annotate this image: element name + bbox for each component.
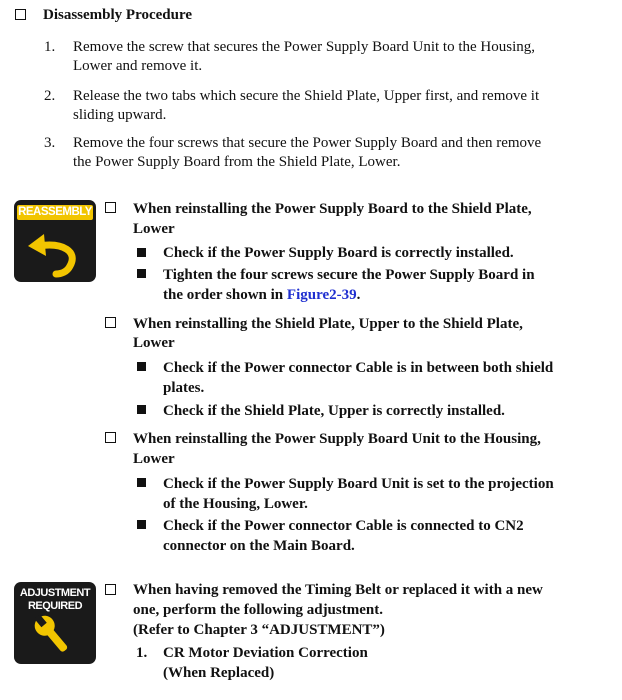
step-2-line2: sliding upward.	[73, 107, 167, 123]
adjustment-icon-label-2: REQUIRED	[27, 600, 83, 612]
step-2-line1: Release the two tabs which secure the Shield Plate, Upper first, and remove it	[73, 88, 540, 104]
reassembly-1-bullet-1: Check if the Power Supply Board is correctly installed.	[163, 245, 514, 261]
reassembly-3-bullet-1-line1: Check if the Power Supply Board Unit is set to the projection	[163, 476, 554, 492]
reassembly-section-1-line1: When reinstalling the Power Supply Board to the Shield Plate,	[133, 201, 532, 217]
adjustment-item-line2: (When Replaced)	[163, 665, 275, 681]
bullet-square	[137, 362, 146, 371]
bullet-square	[137, 405, 146, 414]
bullet-square	[137, 478, 146, 487]
section-heading: Disassembly Procedure	[43, 7, 193, 23]
reassembly-section-1-checkbox	[105, 202, 116, 213]
adjustment-item-line1: CR Motor Deviation Correction	[163, 645, 368, 661]
step-3-line1: Remove the four screws that secure the Power Supply Board and then remove	[73, 135, 542, 151]
reassembly-2-bullet-1-line1: Check if the Power connector Cable is in between both shield	[163, 360, 554, 376]
reassembly-3-bullet-2-line1: Check if the Power connector Cable is connected to CN2	[163, 518, 524, 534]
reassembly-icon	[14, 200, 96, 282]
reassembly-section-3-line1: When reinstalling the Power Supply Board Unit to the Housing,	[133, 431, 541, 447]
reassembly-icon-label: REASSEMBLY	[18, 206, 92, 218]
bullet-square	[137, 520, 146, 529]
figure-link[interactable]: Figure2-39	[286, 287, 357, 303]
bullet-square	[137, 269, 146, 278]
reassembly-section-1-line2: Lower	[133, 221, 175, 237]
reassembly-section-2-line2: Lower	[133, 335, 175, 351]
adjustment-required-icon	[14, 582, 96, 664]
reassembly-section-2-checkbox	[105, 317, 116, 328]
adjustment-icon-label-1: ADJUSTMENT	[19, 587, 91, 599]
undo-arrow-icon	[14, 200, 96, 282]
adjustment-item-number: 1.	[136, 645, 148, 661]
reassembly-2-bullet-1-line2: plates.	[163, 380, 205, 396]
adjustment-line2: one, perform the following adjustment.	[133, 602, 383, 618]
adjustment-line1: When having removed the Timing Belt or replaced it with a new	[133, 582, 543, 598]
adjustment-line3: (Refer to Chapter 3 “ADJUSTMENT”)	[133, 622, 385, 638]
reassembly-3-bullet-2-line2: connector on the Main Board.	[163, 538, 355, 554]
step-3-number: 3.	[44, 135, 56, 151]
reassembly-section-3-line2: Lower	[133, 451, 175, 467]
step-3-line2: the Power Supply Board from the Shield Plate, Lower.	[73, 154, 401, 170]
step-1-line1: Remove the screw that secures the Power Supply Board Unit to the Housing,	[73, 39, 535, 55]
bullet-2-prefix: the order shown in	[163, 287, 287, 303]
step-1-line2: Lower and remove it.	[73, 58, 203, 74]
reassembly-1-bullet-2-line1: Tighten the four screws secure the Power Supply Board in	[163, 267, 535, 283]
bullet-square	[137, 248, 146, 257]
reassembly-section-3-checkbox	[105, 432, 116, 443]
adjustment-checkbox	[105, 584, 116, 595]
reassembly-3-bullet-1-line2: of the Housing, Lower.	[163, 496, 308, 512]
reassembly-1-bullet-2-line2	[163, 285, 360, 305]
reassembly-2-bullet-2: Check if the Shield Plate, Upper is correctly installed.	[163, 403, 505, 419]
bullet-2-suffix: .	[356, 287, 361, 303]
step-2-number: 2.	[44, 88, 56, 104]
wrench-icon	[14, 582, 96, 664]
reassembly-section-2-line1: When reinstalling the Shield Plate, Upper to the Shield Plate,	[133, 316, 523, 332]
heading-checkbox	[15, 9, 26, 20]
step-1-number: 1.	[44, 39, 56, 55]
